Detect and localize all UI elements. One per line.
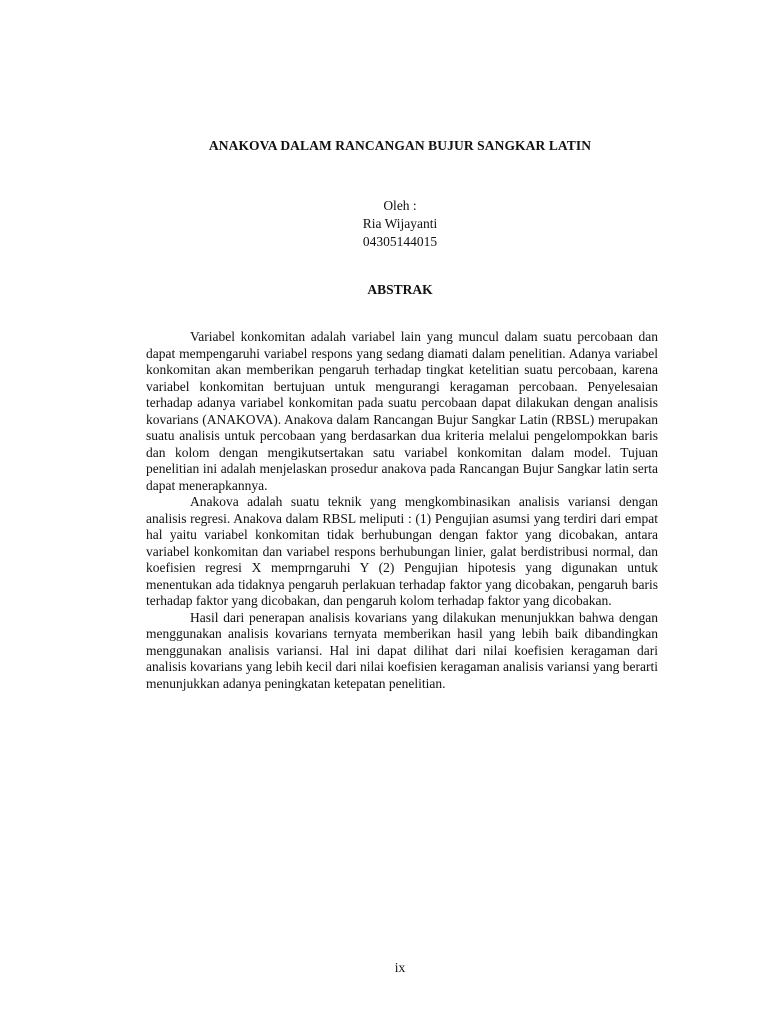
abstract-paragraph-2: Anakova adalah suatu teknik yang mengkombinasikan analisis variansi dengan analisis regresi. Anakova dalam RBSL meliputi : (1) Pengujian asumsi yang terdiri dari empat hal yaitu variabel konkomitan tidak berhubungan dengan faktor yang dicobakan, antara variabel konkomitan dan variabel respons berhubungan linier, galat berdistribusi normal, dan koefisien regresi X memprngaruhi Y (2) Pengujian hipotesis yang digunakan untuk menentukan ada tidaknya pengaruh perlakuan terhadap faktor yang dicobakan, pengaruh baris terhadap faktor yang dicobakan, dan pengaruh kolom terhadap faktor yang dicobakan. xyxy=(146,494,658,608)
abstract-paragraph-1: Variabel konkomitan adalah variabel lain yang muncul dalam suatu percobaan dan dapat mempengaruhi variabel respons yang sedang diamati dalam penelitian. Adanya variabel konkomitan akan memberikan pengaruh terhadap tingkat ketelitian suatu percobaan, karena variabel konkomitan bertujuan untuk mengurangi keragaman percobaan. Penyelesaian terhadap adanya variabel konkomitan pada suatu percobaan dapat dilakukan dengan analisis kovarians (ANAKOVA). Anakova dalam Rancangan Bujur Sangkar Latin (RBSL) merupakan suatu analisis untuk percobaan yang berdasarkan dua kriteria melalui pengelompokkan baris dan kolom dengan mengikutsertakan satu variabel konkomitan dalam model. Tujuan penelitian ini adalah menjelaskan prosedur anakova pada Rancangan Bujur Sangkar latin serta dapat menerapkannya. xyxy=(146,329,658,493)
author-name: Ria Wijayanti xyxy=(362,216,438,231)
abstract-body xyxy=(146,329,658,692)
abstract-heading: ABSTRAK xyxy=(367,282,433,297)
author-block xyxy=(0,197,768,251)
page-number: ix xyxy=(394,960,406,975)
byline: Oleh : xyxy=(383,198,417,213)
student-id: 04305144015 xyxy=(362,234,438,249)
abstract-paragraph-3: Hasil dari penerapan analisis kovarians yang dilakukan menunjukkan bahwa dengan menggunakan analisis kovarians ternyata memberikan hasil yang lebih baik dibandingkan menggunakan analisis variansi. Hal ini dapat dilihat dari nilai koefisien keragaman dari analisis kovarians yang lebih kecil dari nilai koefisien keragaman analisis variansi yang berarti menunjukkan adanya peningkatan ketepatan penelitian. xyxy=(146,609,658,691)
document-title: ANAKOVA DALAM RANCANGAN BUJUR SANGKAR LATIN xyxy=(208,138,592,153)
